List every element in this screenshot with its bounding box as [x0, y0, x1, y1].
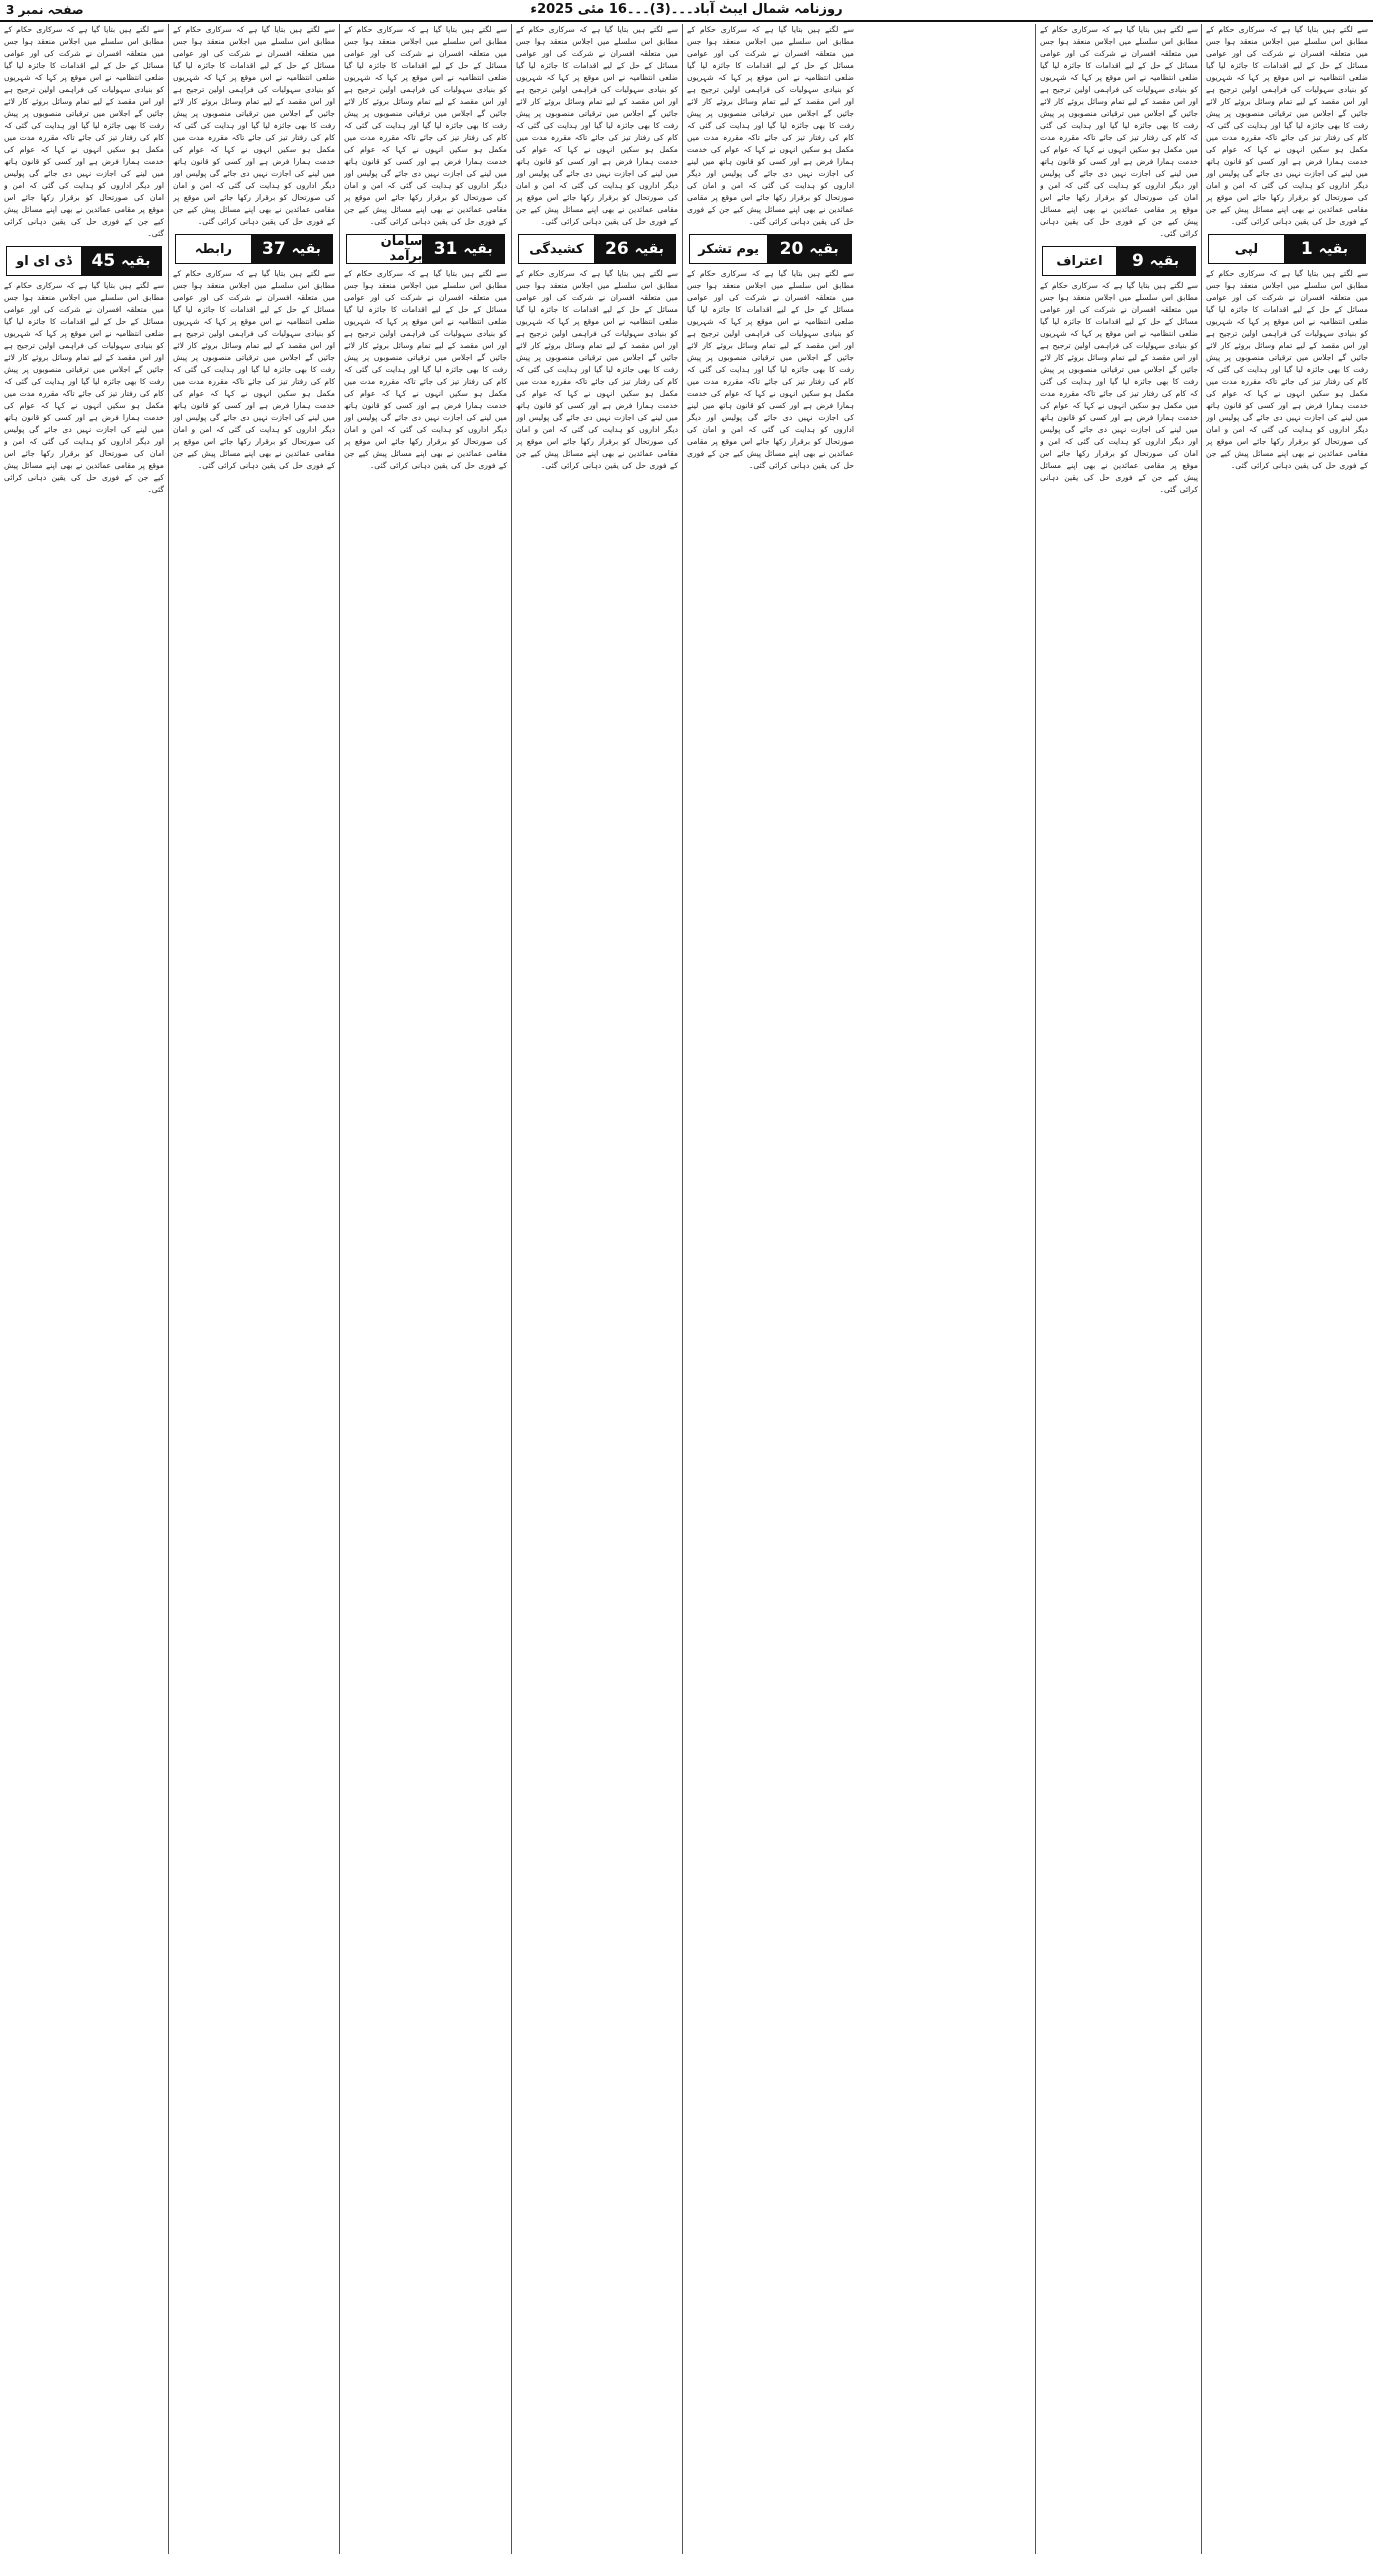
banner-number: 1	[1300, 239, 1313, 259]
text-flow: سے لگتے ہیں بتایا گیا ہے کہ سرکاری حکام کے مطابق اس سلسلے میں اجلاس منعقد ہوا جس میں متعلقہ افسران نے شرکت کی اور عوامی مسائل کے حل کے لیے اقدامات کا جائزہ لیا گیا ضلعی انتظامیہ نے اس موقع پر کہا کہ شہریوں کو بنیادی سہولیات کی فراہمی اولین ترجیح ہے اور اس مقصد کے لیے تمام وسائل بروئے کار لائے جائیں گے اجلاس میں ترقیاتی منصوبوں پر پیش رفت کا بھی جائزہ لیا گیا اور ہدایت کی گئی کہ کام کی رفتار تیز کی جائے تاکہ مقررہ مدت میں مکمل ہو سکیں انہوں نے کہا کہ عوام کی خدمت ہمارا فرض ہے اور کسی کو قانون ہاتھ میں لینے کی اجازت نہیں دی جائے گی پولیس اور دیگر اداروں کو ہدایت کی گئی کہ امن و امان کی صورتحال کو برقرار رکھا جائے اس موقع پر مقامی عمائدین نے بھی اپنے مسائل پیش کیے جن کے فوری حل کی یقین دہانی کرائی گئی۔	[344, 269, 507, 470]
banner-subject: ڈی ای او	[7, 247, 81, 275]
banner-word: بقیہ	[634, 241, 664, 257]
banner-word: بقیہ	[809, 241, 839, 257]
banner-subject: رابطہ	[176, 235, 251, 263]
banner-word: بقیہ	[291, 241, 321, 257]
banner-number: 9	[1131, 251, 1144, 271]
newspaper-page	[0, 24, 1373, 2560]
column-rule	[1035, 24, 1036, 2554]
text-flow: سے لگتے ہیں بتایا گیا ہے کہ سرکاری حکام کے مطابق اس سلسلے میں اجلاس منعقد ہوا جس میں متعلقہ افسران نے شرکت کی اور عوامی مسائل کے حل کے لیے اقدامات کا جائزہ لیا گیا ضلعی انتظامیہ نے اس موقع پر کہا کہ شہریوں کو بنیادی سہولیات کی فراہمی اولین ترجیح ہے اور اس مقصد کے لیے تمام وسائل بروئے کار لائے جائیں گے اجلاس میں ترقیاتی منصوبوں پر پیش رفت کا بھی جائزہ لیا گیا اور ہدایت کی گئی کہ کام کی رفتار تیز کی جائے تاکہ مقررہ مدت میں مکمل ہو سکیں انہوں نے کہا کہ عوام کی خدمت ہمارا فرض ہے اور کسی کو قانون ہاتھ میں لینے کی اجازت نہیں دی جائے گی پولیس اور دیگر اداروں کو ہدایت کی گئی کہ امن و امان کی صورتحال کو برقرار رکھا جائے اس موقع پر مقامی عمائدین نے بھی اپنے مسائل پیش کیے جن کے فوری حل کی یقین دہانی کرائی گئی۔	[1040, 25, 1198, 238]
text-flow: سے لگتے ہیں بتایا گیا ہے کہ سرکاری حکام کے مطابق اس سلسلے میں اجلاس منعقد ہوا جس میں متعلقہ افسران نے شرکت کی اور عوامی مسائل کے حل کے لیے اقدامات کا جائزہ لیا گیا ضلعی انتظامیہ نے اس موقع پر کہا کہ شہریوں کو بنیادی سہولیات کی فراہمی اولین ترجیح ہے اور اس مقصد کے لیے تمام وسائل بروئے کار لائے جائیں گے اجلاس میں ترقیاتی منصوبوں پر پیش رفت کا بھی جائزہ لیا گیا اور ہدایت کی گئی کہ کام کی رفتار تیز کی جائے تاکہ مقررہ مدت میں مکمل ہو سکیں انہوں نے کہا کہ عوام کی خدمت ہمارا فرض ہے اور کسی کو قانون ہاتھ میں لینے کی اجازت نہیں دی جائے گی پولیس اور دیگر اداروں کو ہدایت کی گئی کہ امن و امان کی صورتحال کو برقرار رکھا جائے اس موقع پر مقامی عمائدین نے بھی اپنے مسائل پیش کیے جن کے فوری حل کی یقین دہانی کرائی گئی۔	[1206, 25, 1368, 226]
banner-subject: یوم تشکر	[690, 235, 767, 263]
column-rule	[168, 24, 169, 2554]
text-flow: سے لگتے ہیں بتایا گیا ہے کہ سرکاری حکام کے مطابق اس سلسلے میں اجلاس منعقد ہوا جس میں متعلقہ افسران نے شرکت کی اور عوامی مسائل کے حل کے لیے اقدامات کا جائزہ لیا گیا ضلعی انتظامیہ نے اس موقع پر کہا کہ شہریوں کو بنیادی سہولیات کی فراہمی اولین ترجیح ہے اور اس مقصد کے لیے تمام وسائل بروئے کار لائے جائیں گے اجلاس میں ترقیاتی منصوبوں پر پیش رفت کا بھی جائزہ لیا گیا اور ہدایت کی گئی کہ کام کی رفتار تیز کی جائے تاکہ مقررہ مدت میں مکمل ہو سکیں انہوں نے کہا کہ عوام کی خدمت ہمارا فرض ہے اور کسی کو قانون ہاتھ میں لینے کی اجازت نہیں دی جائے گی پولیس اور دیگر اداروں کو ہدایت کی گئی کہ امن و امان کی صورتحال کو برقرار رکھا جائے اس موقع پر مقامی عمائدین نے بھی اپنے مسائل پیش کیے جن کے فوری حل کی یقین دہانی کرائی گئی۔	[1040, 281, 1198, 494]
column-rule	[682, 24, 683, 2554]
continuation-banner	[346, 234, 505, 264]
column-7	[4, 24, 164, 2554]
text-flow: سے لگتے ہیں بتایا گیا ہے کہ سرکاری حکام کے مطابق اس سلسلے میں اجلاس منعقد ہوا جس میں متعلقہ افسران نے شرکت کی اور عوامی مسائل کے حل کے لیے اقدامات کا جائزہ لیا گیا ضلعی انتظامیہ نے اس موقع پر کہا کہ شہریوں کو بنیادی سہولیات کی فراہمی اولین ترجیح ہے اور اس مقصد کے لیے تمام وسائل بروئے کار لائے جائیں گے اجلاس میں ترقیاتی منصوبوں پر پیش رفت کا بھی جائزہ لیا گیا اور ہدایت کی گئی کہ کام کی رفتار تیز کی جائے تاکہ مقررہ مدت میں مکمل ہو سکیں انہوں نے کہا کہ عوام کی خدمت ہمارا فرض ہے اور کسی کو قانون ہاتھ میں لینے کی اجازت نہیں دی جائے گی پولیس اور دیگر اداروں کو ہدایت کی گئی کہ امن و امان کی صورتحال کو برقرار رکھا جائے اس موقع پر مقامی عمائدین نے بھی اپنے مسائل پیش کیے جن کے فوری حل کی یقین دہانی کرائی گئی۔	[687, 25, 854, 226]
column-rule	[1201, 24, 1202, 2554]
text-flow: سے لگتے ہیں بتایا گیا ہے کہ سرکاری حکام کے مطابق اس سلسلے میں اجلاس منعقد ہوا جس میں متعلقہ افسران نے شرکت کی اور عوامی مسائل کے حل کے لیے اقدامات کا جائزہ لیا گیا ضلعی انتظامیہ نے اس موقع پر کہا کہ شہریوں کو بنیادی سہولیات کی فراہمی اولین ترجیح ہے اور اس مقصد کے لیے تمام وسائل بروئے کار لائے جائیں گے اجلاس میں ترقیاتی منصوبوں پر پیش رفت کا بھی جائزہ لیا گیا اور ہدایت کی گئی کہ کام کی رفتار تیز کی جائے تاکہ مقررہ مدت میں مکمل ہو سکیں انہوں نے کہا کہ عوام کی خدمت ہمارا فرض ہے اور کسی کو قانون ہاتھ میں لینے کی اجازت نہیں دی جائے گی پولیس اور دیگر اداروں کو ہدایت کی گئی کہ امن و امان کی صورتحال کو برقرار رکھا جائے اس موقع پر مقامی عمائدین نے بھی اپنے مسائل پیش کیے جن کے فوری حل کی یقین دہانی کرائی گئی۔	[516, 269, 678, 470]
banner-number: 31	[433, 239, 458, 259]
text-flow: سے لگتے ہیں بتایا گیا ہے کہ سرکاری حکام کے مطابق اس سلسلے میں اجلاس منعقد ہوا جس میں متعلقہ افسران نے شرکت کی اور عوامی مسائل کے حل کے لیے اقدامات کا جائزہ لیا گیا ضلعی انتظامیہ نے اس موقع پر کہا کہ شہریوں کو بنیادی سہولیات کی فراہمی اولین ترجیح ہے اور اس مقصد کے لیے تمام وسائل بروئے کار لائے جائیں گے اجلاس میں ترقیاتی منصوبوں پر پیش رفت کا بھی جائزہ لیا گیا اور ہدایت کی گئی کہ کام کی رفتار تیز کی جائے تاکہ مقررہ مدت میں مکمل ہو سکیں انہوں نے کہا کہ عوام کی خدمت ہمارا فرض ہے اور کسی کو قانون ہاتھ میں لینے کی اجازت نہیں دی جائے گی پولیس اور دیگر اداروں کو ہدایت کی گئی کہ امن و امان کی صورتحال کو برقرار رکھا جائے اس موقع پر مقامی عمائدین نے بھی اپنے مسائل پیش کیے جن کے فوری حل کی یقین دہانی کرائی گئی۔	[1206, 269, 1368, 470]
text-flow: سے لگتے ہیں بتایا گیا ہے کہ سرکاری حکام کے مطابق اس سلسلے میں اجلاس منعقد ہوا جس میں متعلقہ افسران نے شرکت کی اور عوامی مسائل کے حل کے لیے اقدامات کا جائزہ لیا گیا ضلعی انتظامیہ نے اس موقع پر کہا کہ شہریوں کو بنیادی سہولیات کی فراہمی اولین ترجیح ہے اور اس مقصد کے لیے تمام وسائل بروئے کار لائے جائیں گے اجلاس میں ترقیاتی منصوبوں پر پیش رفت کا بھی جائزہ لیا گیا اور ہدایت کی گئی کہ کام کی رفتار تیز کی جائے تاکہ مقررہ مدت میں مکمل ہو سکیں انہوں نے کہا کہ عوام کی خدمت ہمارا فرض ہے اور کسی کو قانون ہاتھ میں لینے کی اجازت نہیں دی جائے گی پولیس اور دیگر اداروں کو ہدایت کی گئی کہ امن و امان کی صورتحال کو برقرار رکھا جائے اس موقع پر مقامی عمائدین نے بھی اپنے مسائل پیش کیے جن کے فوری حل کی یقین دہانی کرائی گئی۔	[516, 25, 678, 226]
banner-subject: لپی	[1209, 235, 1284, 263]
continuation-banner	[1208, 234, 1366, 264]
banner-word: بقیہ	[1149, 253, 1180, 269]
column-4	[516, 24, 678, 2554]
continuation-banner	[689, 234, 852, 264]
banner-number: 20	[779, 239, 804, 259]
continuation-banner	[518, 234, 676, 264]
banner-word: بقیہ	[1318, 241, 1348, 257]
banner-subject: سامان برآمد	[347, 235, 422, 263]
masthead-strip	[0, 0, 1373, 22]
banner-subject: اعتراف	[1043, 247, 1116, 275]
continuation-banner	[6, 246, 162, 276]
continuation-banner	[175, 234, 333, 264]
column-rule	[339, 24, 340, 2554]
masthead-title: روزنامہ شمال ایبٹ آباد۔۔۔(3)۔۔۔16 مئی 2025ء	[530, 2, 843, 17]
banner-subject: کشیدگی	[519, 235, 594, 263]
text-flow: سے لگتے ہیں بتایا گیا ہے کہ سرکاری حکام کے مطابق اس سلسلے میں اجلاس منعقد ہوا جس میں متعلقہ افسران نے شرکت کی اور عوامی مسائل کے حل کے لیے اقدامات کا جائزہ لیا گیا ضلعی انتظامیہ نے اس موقع پر کہا کہ شہریوں کو بنیادی سہولیات کی فراہمی اولین ترجیح ہے اور اس مقصد کے لیے تمام وسائل بروئے کار لائے جائیں گے اجلاس میں ترقیاتی منصوبوں پر پیش رفت کا بھی جائزہ لیا گیا اور ہدایت کی گئی کہ کام کی رفتار تیز کی جائے تاکہ مقررہ مدت میں مکمل ہو سکیں انہوں نے کہا کہ عوام کی خدمت ہمارا فرض ہے اور کسی کو قانون ہاتھ میں لینے کی اجازت نہیں دی جائے گی پولیس اور دیگر اداروں کو ہدایت کی گئی کہ امن و امان کی صورتحال کو برقرار رکھا جائے اس موقع پر مقامی عمائدین نے بھی اپنے مسائل پیش کیے جن کے فوری حل کی یقین دہانی کرائی گئی۔	[173, 25, 335, 226]
page-number: صفحہ نمبر 3	[6, 3, 84, 17]
banner-number: 37	[261, 239, 286, 259]
column-rule	[511, 24, 512, 2554]
banner-number: 45	[91, 251, 116, 271]
banner-number: 26	[604, 239, 629, 259]
text-flow: سے لگتے ہیں بتایا گیا ہے کہ سرکاری حکام کے مطابق اس سلسلے میں اجلاس منعقد ہوا جس میں متعلقہ افسران نے شرکت کی اور عوامی مسائل کے حل کے لیے اقدامات کا جائزہ لیا گیا ضلعی انتظامیہ نے اس موقع پر کہا کہ شہریوں کو بنیادی سہولیات کی فراہمی اولین ترجیح ہے اور اس مقصد کے لیے تمام وسائل بروئے کار لائے جائیں گے اجلاس میں ترقیاتی منصوبوں پر پیش رفت کا بھی جائزہ لیا گیا اور ہدایت کی گئی کہ کام کی رفتار تیز کی جائے تاکہ مقررہ مدت میں مکمل ہو سکیں انہوں نے کہا کہ عوام کی خدمت ہمارا فرض ہے اور کسی کو قانون ہاتھ میں لینے کی اجازت نہیں دی جائے گی پولیس اور دیگر اداروں کو ہدایت کی گئی کہ امن و امان کی صورتحال کو برقرار رکھا جائے اس موقع پر مقامی عمائدین نے بھی اپنے مسائل پیش کیے جن کے فوری حل کی یقین دہانی کرائی گئی۔	[4, 25, 164, 238]
text-flow: سے لگتے ہیں بتایا گیا ہے کہ سرکاری حکام کے مطابق اس سلسلے میں اجلاس منعقد ہوا جس میں متعلقہ افسران نے شرکت کی اور عوامی مسائل کے حل کے لیے اقدامات کا جائزہ لیا گیا ضلعی انتظامیہ نے اس موقع پر کہا کہ شہریوں کو بنیادی سہولیات کی فراہمی اولین ترجیح ہے اور اس مقصد کے لیے تمام وسائل بروئے کار لائے جائیں گے اجلاس میں ترقیاتی منصوبوں پر پیش رفت کا بھی جائزہ لیا گیا اور ہدایت کی گئی کہ کام کی رفتار تیز کی جائے تاکہ مقررہ مدت میں مکمل ہو سکیں انہوں نے کہا کہ عوام کی خدمت ہمارا فرض ہے اور کسی کو قانون ہاتھ میں لینے کی اجازت نہیں دی جائے گی پولیس اور دیگر اداروں کو ہدایت کی گئی کہ امن و امان کی صورتحال کو برقرار رکھا جائے اس موقع پر مقامی عمائدین نے بھی اپنے مسائل پیش کیے جن کے فوری حل کی یقین دہانی کرائی گئی۔	[4, 281, 164, 494]
column-5	[344, 24, 507, 2554]
column-2	[1040, 24, 1198, 2554]
text-flow: سے لگتے ہیں بتایا گیا ہے کہ سرکاری حکام کے مطابق اس سلسلے میں اجلاس منعقد ہوا جس میں متعلقہ افسران نے شرکت کی اور عوامی مسائل کے حل کے لیے اقدامات کا جائزہ لیا گیا ضلعی انتظامیہ نے اس موقع پر کہا کہ شہریوں کو بنیادی سہولیات کی فراہمی اولین ترجیح ہے اور اس مقصد کے لیے تمام وسائل بروئے کار لائے جائیں گے اجلاس میں ترقیاتی منصوبوں پر پیش رفت کا بھی جائزہ لیا گیا اور ہدایت کی گئی کہ کام کی رفتار تیز کی جائے تاکہ مقررہ مدت میں مکمل ہو سکیں انہوں نے کہا کہ عوام کی خدمت ہمارا فرض ہے اور کسی کو قانون ہاتھ میں لینے کی اجازت نہیں دی جائے گی پولیس اور دیگر اداروں کو ہدایت کی گئی کہ امن و امان کی صورتحال کو برقرار رکھا جائے اس موقع پر مقامی عمائدین نے بھی اپنے مسائل پیش کیے جن کے فوری حل کی یقین دہانی کرائی گئی۔	[687, 269, 854, 470]
continuation-banner	[1042, 246, 1196, 276]
column-3	[687, 24, 854, 2554]
column-1	[1206, 24, 1368, 2554]
column-6	[173, 24, 335, 2554]
text-flow: سے لگتے ہیں بتایا گیا ہے کہ سرکاری حکام کے مطابق اس سلسلے میں اجلاس منعقد ہوا جس میں متعلقہ افسران نے شرکت کی اور عوامی مسائل کے حل کے لیے اقدامات کا جائزہ لیا گیا ضلعی انتظامیہ نے اس موقع پر کہا کہ شہریوں کو بنیادی سہولیات کی فراہمی اولین ترجیح ہے اور اس مقصد کے لیے تمام وسائل بروئے کار لائے جائیں گے اجلاس میں ترقیاتی منصوبوں پر پیش رفت کا بھی جائزہ لیا گیا اور ہدایت کی گئی کہ کام کی رفتار تیز کی جائے تاکہ مقررہ مدت میں مکمل ہو سکیں انہوں نے کہا کہ عوام کی خدمت ہمارا فرض ہے اور کسی کو قانون ہاتھ میں لینے کی اجازت نہیں دی جائے گی پولیس اور دیگر اداروں کو ہدایت کی گئی کہ امن و امان کی صورتحال کو برقرار رکھا جائے اس موقع پر مقامی عمائدین نے بھی اپنے مسائل پیش کیے جن کے فوری حل کی یقین دہانی کرائی گئی۔	[173, 269, 335, 470]
banner-word: بقیہ	[121, 253, 151, 269]
text-flow: سے لگتے ہیں بتایا گیا ہے کہ سرکاری حکام کے مطابق اس سلسلے میں اجلاس منعقد ہوا جس میں متعلقہ افسران نے شرکت کی اور عوامی مسائل کے حل کے لیے اقدامات کا جائزہ لیا گیا ضلعی انتظامیہ نے اس موقع پر کہا کہ شہریوں کو بنیادی سہولیات کی فراہمی اولین ترجیح ہے اور اس مقصد کے لیے تمام وسائل بروئے کار لائے جائیں گے اجلاس میں ترقیاتی منصوبوں پر پیش رفت کا بھی جائزہ لیا گیا اور ہدایت کی گئی کہ کام کی رفتار تیز کی جائے تاکہ مقررہ مدت میں مکمل ہو سکیں انہوں نے کہا کہ عوام کی خدمت ہمارا فرض ہے اور کسی کو قانون ہاتھ میں لینے کی اجازت نہیں دی جائے گی پولیس اور دیگر اداروں کو ہدایت کی گئی کہ امن و امان کی صورتحال کو برقرار رکھا جائے اس موقع پر مقامی عمائدین نے بھی اپنے مسائل پیش کیے جن کے فوری حل کی یقین دہانی کرائی گئی۔	[344, 25, 507, 226]
banner-word: بقیہ	[463, 241, 493, 257]
